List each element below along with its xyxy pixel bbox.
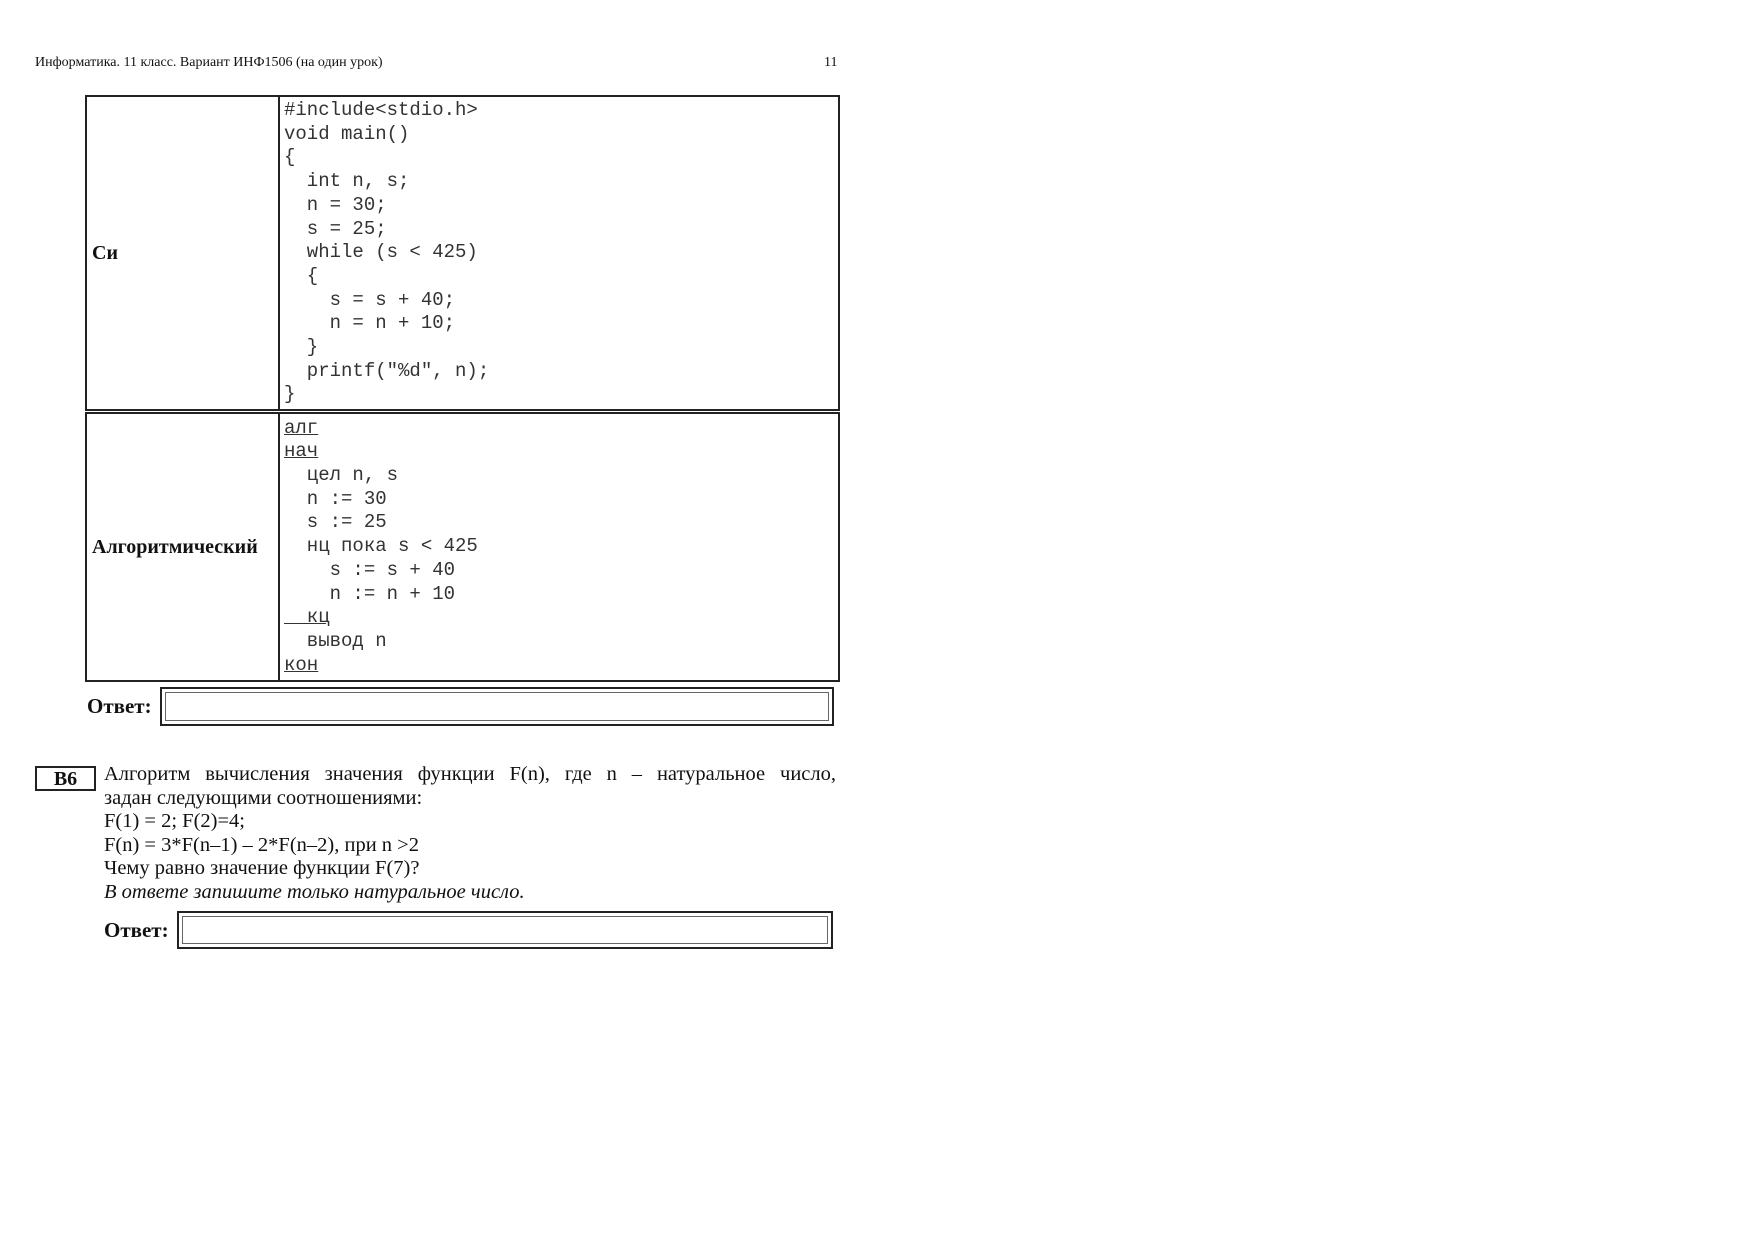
code-line: кц [284, 606, 330, 629]
task-question: Чему равно значение функции F(7)? [104, 857, 420, 879]
code-line: n := n + 10 [284, 582, 456, 605]
answer-label: Ответ: [87, 694, 152, 718]
task-number-badge: B6 [35, 766, 96, 791]
code-line: нц пока s < 425 [284, 535, 478, 558]
task-formula-line: F(1) = 2; F(2)=4; [104, 810, 245, 832]
code-line: #include<stdio.h> [284, 99, 478, 121]
code-block-c [279, 96, 839, 410]
code-line: n = n + 10; [284, 312, 456, 335]
answer-field-2[interactable] [182, 916, 828, 944]
code-line: { [284, 146, 296, 169]
code-line: алг [284, 416, 319, 439]
code-line: n = 30; [284, 193, 387, 216]
code-line: int n, s; [284, 170, 410, 193]
answer-row-2 [104, 911, 833, 949]
code-line: вывод n [284, 629, 387, 652]
task-formula-line: F(n) = 3*F(n–1) – 2*F(n–2), при n >2 [104, 833, 419, 856]
program-table-c [85, 95, 840, 411]
code-line: кон [284, 653, 319, 676]
code-line: } [284, 336, 319, 359]
code-line: s = 25; [284, 217, 387, 240]
answer-box-1[interactable] [160, 687, 834, 726]
code-line: printf("%d", n); [284, 359, 490, 382]
code-line: void main() [284, 122, 410, 145]
answer-row-1 [87, 687, 834, 726]
code-line: n := 30 [284, 487, 387, 510]
page-number: 11 [824, 55, 838, 70]
answer-field-1[interactable] [165, 692, 829, 721]
code-line: цел n, s [284, 464, 399, 487]
task-text-line: задан следующими соотношениями: [104, 786, 423, 809]
code-line: нач [284, 440, 319, 463]
task-statement [104, 763, 836, 904]
code-line: s = s + 40; [284, 288, 456, 311]
language-label-algorithmic: Алгоритмический [86, 413, 279, 681]
task-text-line: Алгоритм вычисления значения функции F(n), где n – натуральное число, [104, 763, 836, 785]
code-block-algorithmic [279, 413, 839, 681]
code-line: while (s < 425) [284, 241, 478, 264]
answer-box-2[interactable] [177, 911, 833, 949]
code-line: s := s + 40 [284, 558, 456, 581]
program-table-algorithmic [85, 412, 840, 682]
task-instruction: В ответе запишите только натуральное число. [104, 880, 525, 903]
code-line: s := 25 [284, 511, 387, 534]
answer-label: Ответ: [104, 917, 169, 942]
code-line: { [284, 264, 319, 287]
page-header-title: Информатика. 11 класс. Вариант ИНФ1506 (на один урок) [35, 55, 383, 70]
code-line: } [284, 383, 296, 406]
language-label-c: Си [86, 96, 279, 410]
